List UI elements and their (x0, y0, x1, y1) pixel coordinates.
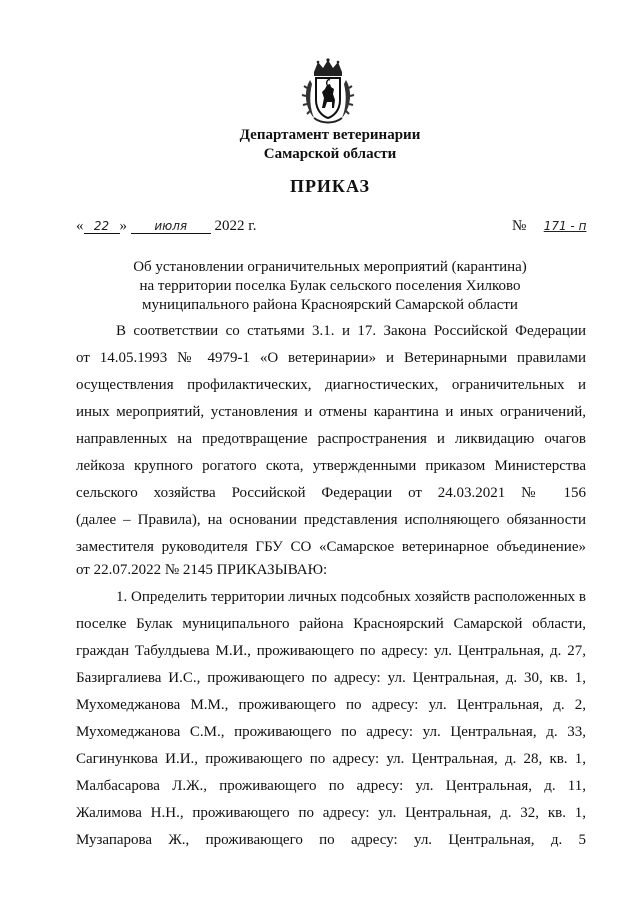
body-line: (далее – Правила), на основании представления исполняющего обязанности (76, 512, 586, 528)
body-line: Мухомеджанова С.М., проживающего по адресу: ул. Центральная, д. 33, (76, 724, 586, 740)
body-line: Жалимова Н.Н., проживающего по адресу: ул. Центральная, д. 32, кв. 1, (76, 805, 586, 821)
body-line: заместителя руководителя ГБУ СО «Самарское ветеринарное объединение» (76, 539, 586, 555)
body-line: от 14.05.1993 № 4979-1 «О ветеринарии» и Ветеринарными правилами (76, 350, 586, 366)
body-line: Мухомеджанова М.М., проживающего по адресу: ул. Центральная, д. 2, (76, 697, 586, 713)
order-title: ПРИКАЗ (289, 176, 371, 196)
department-name-line2: Самарской области (263, 146, 397, 162)
body-line: Базиргалиева И.С., проживающего по адресу: ул. Центральная, д. 30, кв. 1, (76, 670, 586, 686)
coat-of-arms-icon (300, 58, 356, 126)
body-line: Малбасарова Л.Ж., проживающего по адресу: ул. Центральная, д. 11, (76, 778, 586, 794)
subject-line: Об установлении ограничительных мероприятий (карантина) (133, 259, 527, 275)
subject-line: на территории поселка Булак сельского поселения Хилково (139, 278, 521, 294)
date-day: 22 (84, 219, 120, 234)
body-line: Сагинункова И.И., проживающего по адресу: ул. Центральная, д. 28, кв. 1, (76, 751, 586, 767)
department-name-line1: Департамент ветеринарии (239, 127, 421, 143)
body-line: осуществления профилактических, диагностических, ограничительных и (76, 377, 586, 393)
order-number (512, 218, 600, 235)
number-value: 171 - п (543, 219, 587, 233)
body-line: В соответствии со статьями 3.1. и 17. Закона Российской Федерации (116, 323, 586, 339)
body-line: иных мероприятий, установления и отмены карантина и иных ограничений, (76, 404, 586, 420)
body-line: лейкоза крупного рогатого скота, утвержденными приказом Министерства (76, 458, 586, 474)
date-year: 2022 г. (214, 218, 257, 234)
subject-line: муниципального района Красноярский Самарской области (142, 297, 518, 313)
body-line: от 22.07.2022 № 2145 ПРИКАЗЫВАЮ: (76, 562, 328, 578)
date-close-quote: » (119, 218, 127, 234)
body-line: поселке Булак муниципального района Красноярский Самарской области, (76, 616, 586, 632)
body-line: сельского хозяйства Российской Федерации от 24.03.2021 № 156 (76, 485, 586, 501)
body-line: граждан Табулдыева М.И., проживающего по адресу: ул. Центральная, д. 27, (76, 643, 586, 659)
body-line: направленных на предотвращение распространения и ликвидацию очагов (76, 431, 586, 447)
body-line: 1. Определить территории личных подсобных хозяйств расположенных в (116, 589, 586, 605)
order-date (76, 218, 256, 235)
body-line: Музапарова Ж., проживающего по адресу: ул. Центральная, д. 5 (76, 832, 586, 848)
date-month: июля (131, 219, 211, 234)
date-open-quote: « (76, 218, 84, 234)
number-label: № (512, 218, 527, 234)
